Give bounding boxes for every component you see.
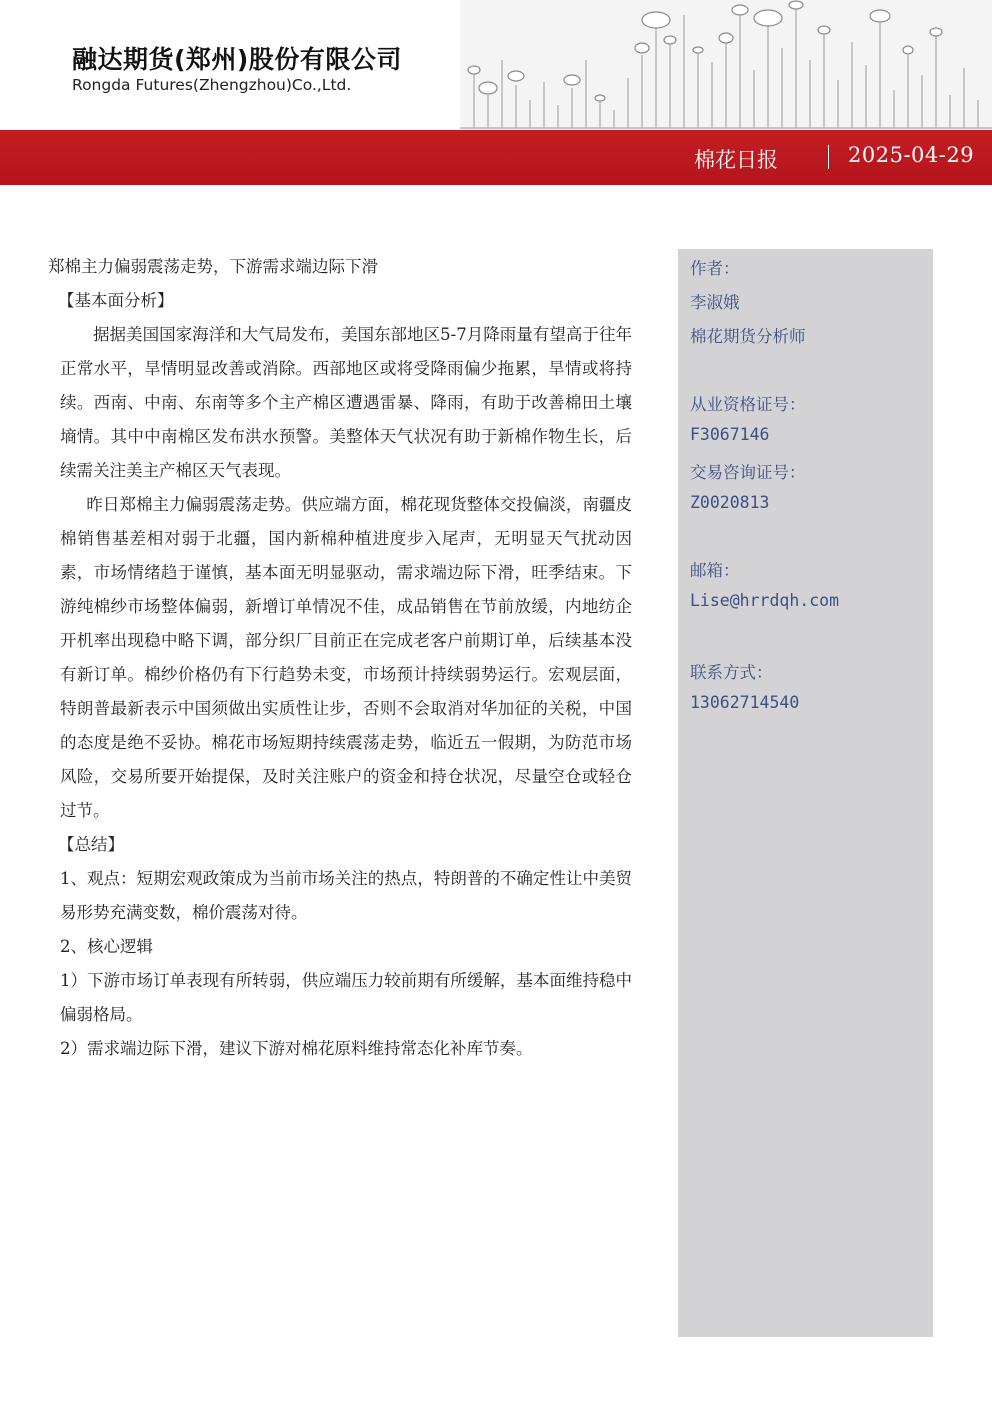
section-summary-heading: 【总结】 <box>58 835 124 854</box>
summary-point-view: 1、观点：短期宏观政策成为当前市场关注的热点，特朗普的不确定性让中美贸易形势充满变数，棉价震荡对待。 <box>60 869 632 922</box>
decorative-header-graphic <box>460 0 992 130</box>
company-name-en: Rongda Futures(Zhengzhou)Co.,Ltd. <box>72 76 352 94</box>
license-number: F3067146 <box>690 425 770 444</box>
phone-number: 13062714540 <box>690 693 800 712</box>
paragraph-weather: 据据美国国家海洋和大气局发布，美国东部地区5-7月降雨量有望高于往年正常水平，旱情明显改善或消除。西部地区或将受降雨偏少拖累，旱情或将持续。西南、中南、东南等多个主产棉区遭遇雷暴、降雨，有助于改善棉田土壤墒情。其中中南棉区发布洪水预警。美整体天气状况有助于新棉作物生长，后续需关注美主产棉区天气表现。 <box>60 325 632 480</box>
email-link[interactable]: Lise@hrrdqh.com <box>690 591 840 610</box>
article-headline: 郑棉主力偏弱震荡走势，下游需求端边际下滑 <box>48 257 378 276</box>
report-name: 棉花日报 <box>694 148 778 172</box>
author-label: 作者： <box>690 259 740 278</box>
paragraph-market: 昨日郑棉主力偏弱震荡走势。供应端方面，棉花现货整体交投偏淡，南疆皮棉销售基差相对弱于北疆，国内新棉种植进度步入尾声，无明显天气扰动因素，市场情绪趋于谨慎，基本面无明显驱动，需求端边际下滑，旺季结束。下游纯棉纱市场整体偏弱，新增订单情况不佳，成品销售在节前放缓，内地纺企开机率出现稳中略下调，部分织厂目前正在完成老客户前期订单，后续基本没有新订单。棉纱价格仍有下行趋势未变，市场预计持续弱势运行。宏观层面，特朗普最新表示中国须做出实质性让步，否则不会取消对华加征的关税，中国的态度是绝不妥协。棉花市场短期持续震荡走势，临近五一假期，为防范市场风险，交易所要开始提保，及时关注账户的资金和持仓状况，尽量空仓或轻仓过节。 <box>60 495 632 820</box>
report-date: 2025-04-29 <box>848 143 975 167</box>
author-name: 李淑娥 <box>690 293 740 312</box>
consult-label: 交易咨询证号： <box>690 463 806 482</box>
consult-number: Z0020813 <box>690 493 770 512</box>
contact-label: 联系方式： <box>690 663 773 682</box>
company-name-cn: 融达期货(郑州)股份有限公司 <box>72 45 402 74</box>
logic-item-1: 1）下游市场订单表现有所转弱，供应端压力较前期有所缓解，基本面维持稳中偏弱格局。 <box>60 971 632 1024</box>
summary-point-logic: 2、核心逻辑 <box>60 937 153 956</box>
author-title: 棉花期货分析师 <box>690 327 806 346</box>
email-label: 邮箱： <box>690 561 740 580</box>
license-label: 从业资格证号： <box>690 395 806 414</box>
article-body <box>48 250 632 1066</box>
logic-item-2: 2）需求端边际下滑，建议下游对棉花原料维持常态化补库节奏。 <box>60 1039 533 1058</box>
header-red-bar <box>0 130 992 185</box>
header-divider <box>828 145 829 169</box>
section-fundamentals-heading: 【基本面分析】 <box>58 291 174 310</box>
